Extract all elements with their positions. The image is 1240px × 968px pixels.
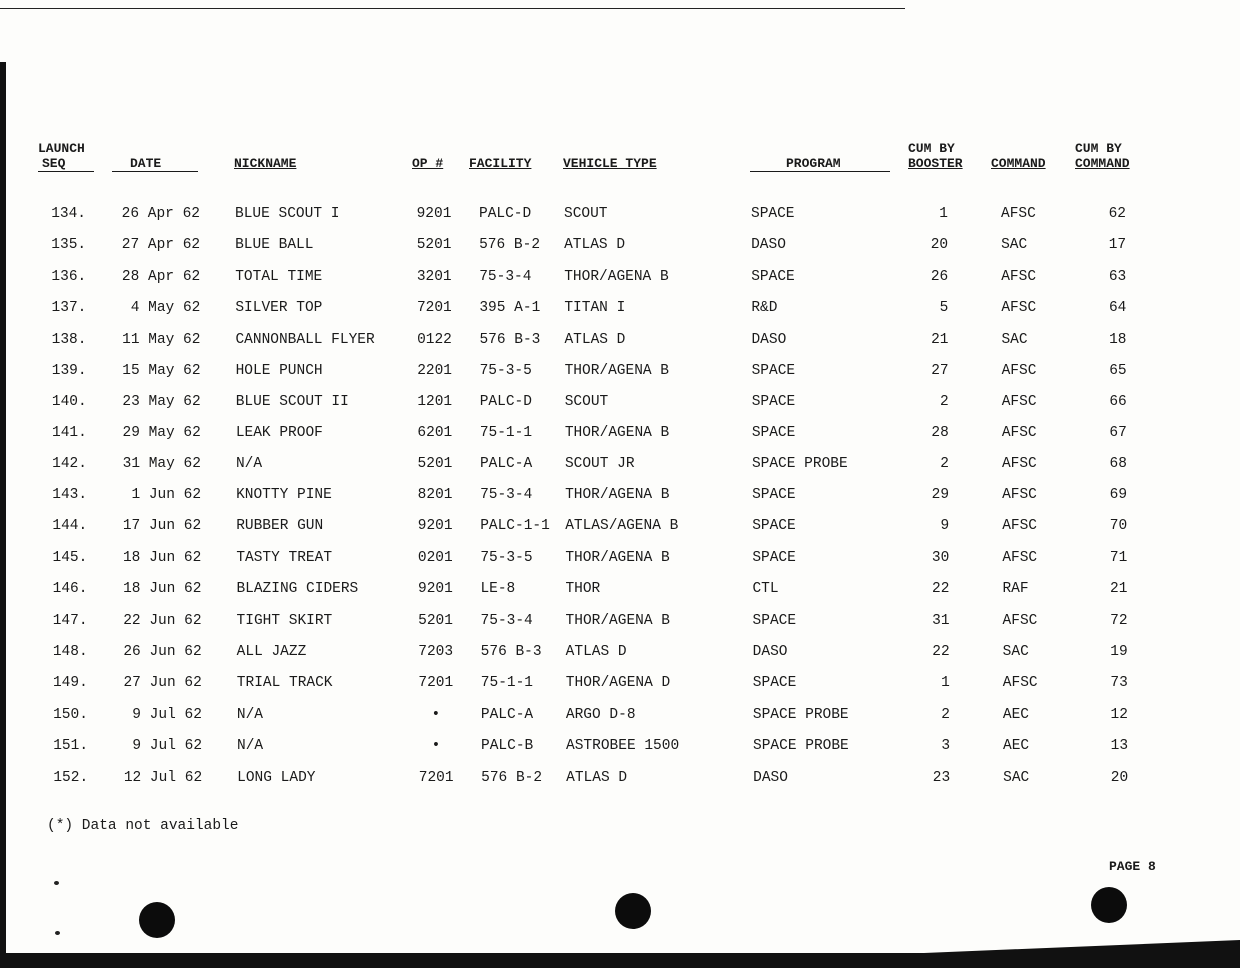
cell-nickname: KNOTTY PINE xyxy=(236,487,332,503)
cell-facility: 75-3-4 xyxy=(479,269,532,285)
cell-launch-seq: 147. xyxy=(52,613,88,629)
cell-op-number: 9201 xyxy=(417,518,453,534)
cell-facility: 75-3-5 xyxy=(479,363,532,379)
cell-launch-seq: 151. xyxy=(53,738,89,754)
cell-cum-by-booster: 1 xyxy=(939,206,948,222)
cell-vehicle-type: SCOUT xyxy=(564,394,609,410)
cell-command: AFSC xyxy=(1001,269,1037,285)
header-vehicle-type: VEHICLE TYPE xyxy=(563,156,657,171)
binder-hole xyxy=(139,902,175,938)
cell-command: SAC xyxy=(1003,770,1030,786)
cell-program: CTL xyxy=(752,581,779,597)
cell-nickname: CANNONBALL FLYER xyxy=(235,332,375,348)
cell-vehicle-type: ARGO D-8 xyxy=(565,707,636,723)
cell-vehicle-type: THOR/AGENA B xyxy=(565,487,670,503)
cell-cum-by-command: 67 xyxy=(1109,425,1127,441)
cell-program: DASO xyxy=(753,770,788,786)
cell-op-number: • xyxy=(431,738,441,754)
cell-vehicle-type: ATLAS/AGENA B xyxy=(565,518,679,534)
cell-cum-by-command: 18 xyxy=(1109,332,1127,348)
cell-cum-by-booster: 26 xyxy=(930,269,949,285)
cell-program: DASO xyxy=(751,237,786,253)
cell-date: 26 Jun 62 xyxy=(123,644,202,660)
cell-nickname: BLAZING CIDERS xyxy=(236,581,359,597)
cell-cum-by-command: 72 xyxy=(1110,613,1128,629)
header-op: OP # xyxy=(412,156,444,171)
cell-op-number: • xyxy=(431,707,441,723)
cell-facility: 576 B-3 xyxy=(480,644,542,660)
footnote: (*) Data not available xyxy=(47,818,239,834)
cell-date: 12 Jul 62 xyxy=(123,770,203,786)
cell-nickname: SILVER TOP xyxy=(235,300,323,316)
cell-cum-by-command: 65 xyxy=(1109,363,1127,379)
cell-date: 29 May 62 xyxy=(122,425,201,441)
cell-date: 17 Jun 62 xyxy=(122,518,202,534)
cell-op-number: 6201 xyxy=(417,425,453,441)
cell-nickname: BLUE SCOUT II xyxy=(235,394,349,410)
cell-nickname: LEAK PROOF xyxy=(235,425,323,441)
header-launch-seq: LAUNCH SEQ xyxy=(38,141,85,171)
cell-date: 28 Apr 62 xyxy=(121,269,201,285)
cell-date: 4 May 62 xyxy=(130,300,201,316)
cell-nickname: BLUE BALL xyxy=(235,237,314,253)
cell-launch-seq: 144. xyxy=(52,518,88,534)
cell-cum-by-booster: 31 xyxy=(932,613,950,629)
cell-cum-by-booster: 29 xyxy=(931,487,950,503)
page-left-edge xyxy=(0,62,6,968)
page-bottom-shadow xyxy=(900,940,1240,954)
cell-program: SPACE xyxy=(751,394,796,410)
cell-date: 26 Apr 62 xyxy=(121,206,200,222)
cell-nickname: RUBBER GUN xyxy=(236,518,324,534)
cell-cum-by-booster: 2 xyxy=(941,707,950,723)
cell-cum-by-booster: 21 xyxy=(931,332,949,348)
cell-cum-by-command: 68 xyxy=(1109,456,1127,472)
header-nickname: NICKNAME xyxy=(234,156,297,171)
cell-cum-by-command: 71 xyxy=(1109,550,1128,566)
cell-launch-seq: 139. xyxy=(51,363,87,379)
cell-command: AFSC xyxy=(1001,425,1037,441)
page-bottom-edge xyxy=(0,953,1240,968)
cell-cum-by-command: 13 xyxy=(1110,738,1129,754)
cell-launch-seq: 146. xyxy=(52,581,88,597)
cell-command: AFSC xyxy=(1002,518,1037,534)
cell-op-number: 7201 xyxy=(416,300,452,316)
cell-command: AEC xyxy=(1003,738,1030,754)
cell-nickname: BLUE SCOUT I xyxy=(235,206,340,222)
cell-op-number: 1201 xyxy=(417,394,453,410)
cell-command: SAC xyxy=(1001,332,1028,348)
cell-cum-by-command: 19 xyxy=(1110,644,1128,660)
cell-op-number: 7203 xyxy=(418,644,454,660)
cell-nickname: TRIAL TRACK xyxy=(236,675,333,691)
cell-date: 23 May 62 xyxy=(122,394,201,410)
cell-launch-seq: 137. xyxy=(51,300,87,316)
cell-op-number: 9201 xyxy=(418,581,453,597)
cell-command: AFSC xyxy=(1001,206,1036,222)
header-underline xyxy=(750,171,890,172)
header-cum-by-command: CUM BY COMMAND xyxy=(1075,141,1130,171)
cell-program: SPACE xyxy=(751,269,795,285)
cell-date: 1 Jun 62 xyxy=(131,487,202,503)
cell-program: SPACE xyxy=(751,363,796,379)
cell-cum-by-command: 70 xyxy=(1109,518,1128,534)
cell-nickname: N/A xyxy=(236,707,264,723)
cell-facility: 75-3-5 xyxy=(480,550,533,566)
cell-command: AFSC xyxy=(1001,456,1037,472)
cell-op-number: 9201 xyxy=(416,206,452,222)
cell-launch-seq: 135. xyxy=(51,237,87,253)
cell-cum-by-booster: 1 xyxy=(941,675,950,691)
cell-vehicle-type: ATLAS D xyxy=(566,770,628,786)
cell-launch-seq: 138. xyxy=(51,332,87,348)
cell-date: 18 Jun 62 xyxy=(123,581,202,597)
cell-command: AFSC xyxy=(1002,613,1038,629)
page-number: PAGE 8 xyxy=(1109,859,1156,874)
cell-nickname: N/A xyxy=(235,456,263,472)
cell-program: SPACE xyxy=(752,487,796,503)
cell-vehicle-type: ATLAS D xyxy=(565,644,627,660)
cell-facility: LE-8 xyxy=(480,581,516,597)
cell-cum-by-command: 63 xyxy=(1108,269,1127,285)
cell-cum-by-booster: 22 xyxy=(932,644,950,660)
cell-command: AFSC xyxy=(1002,487,1037,503)
cell-cum-by-booster: 5 xyxy=(939,300,949,316)
cell-vehicle-type: THOR/AGENA B xyxy=(564,269,669,285)
cell-date: 18 Jun 62 xyxy=(122,550,202,566)
cell-nickname: ALL JAZZ xyxy=(236,644,307,660)
cell-facility: PALC-B xyxy=(481,738,534,754)
cell-program: SPACE PROBE xyxy=(752,707,849,723)
cell-facility: 576 B-3 xyxy=(479,332,541,348)
cell-op-number: 0201 xyxy=(417,550,453,566)
cell-vehicle-type: SCOUT xyxy=(564,206,608,222)
header-cum-by-booster: CUM BY BOOSTER xyxy=(908,141,963,171)
cell-program: DASO xyxy=(752,644,788,660)
cell-op-number: 8201 xyxy=(417,487,453,503)
cell-launch-seq: 136. xyxy=(51,269,87,285)
cell-command: AFSC xyxy=(1002,550,1038,566)
cell-launch-seq: 141. xyxy=(52,425,87,441)
header-underline xyxy=(112,171,198,172)
cell-command: SAC xyxy=(1001,237,1028,253)
cell-program: SPACE xyxy=(752,518,796,534)
cell-facility: PALC-1-1 xyxy=(480,518,550,534)
cell-cum-by-booster: 3 xyxy=(941,738,951,754)
cell-cum-by-command: 62 xyxy=(1108,206,1126,222)
cell-launch-seq: 145. xyxy=(52,550,88,566)
cell-date: 27 Apr 62 xyxy=(121,237,201,253)
cell-program: R&D xyxy=(751,300,778,316)
cell-cum-by-booster: 27 xyxy=(931,363,949,379)
cell-op-number: 0122 xyxy=(417,332,452,348)
cell-cum-by-booster: 20 xyxy=(930,237,949,253)
cell-facility: 75-1-1 xyxy=(480,675,534,691)
cell-program: SPACE PROBE xyxy=(753,738,849,754)
cell-cum-by-command: 17 xyxy=(1108,237,1127,253)
cell-program: SPACE xyxy=(751,425,796,441)
cell-date: 27 Jun 62 xyxy=(123,675,202,691)
cell-date: 31 May 62 xyxy=(122,456,201,472)
cell-launch-seq: 149. xyxy=(52,675,88,691)
cell-cum-by-command: 21 xyxy=(1110,581,1128,597)
cell-program: SPACE xyxy=(752,550,796,566)
cell-nickname: N/A xyxy=(237,738,264,754)
cell-facility: PALC-A xyxy=(479,456,533,472)
cell-command: RAF xyxy=(1002,581,1029,597)
cell-vehicle-type: THOR xyxy=(565,581,601,597)
cell-vehicle-type: SCOUT JR xyxy=(564,456,635,472)
cell-date: 9 Jul 62 xyxy=(132,707,202,723)
cell-vehicle-type: ATLAS D xyxy=(564,332,626,348)
cell-cum-by-booster: 9 xyxy=(940,518,950,534)
cell-command: AFSC xyxy=(1002,675,1038,691)
cell-cum-by-command: 73 xyxy=(1110,675,1128,691)
cell-program: SPACE PROBE xyxy=(751,456,848,472)
cell-launch-seq: 143. xyxy=(52,487,88,503)
cell-cum-by-command: 66 xyxy=(1109,394,1127,410)
cell-op-number: 5201 xyxy=(418,613,453,629)
cell-launch-seq: 150. xyxy=(53,707,88,723)
cell-program: DASO xyxy=(751,332,787,348)
cell-command: AFSC xyxy=(1001,300,1037,316)
cell-nickname: TIGHT SKIRT xyxy=(236,613,333,629)
cell-nickname: TOTAL TIME xyxy=(235,269,323,285)
cell-cum-by-command: 69 xyxy=(1109,487,1128,503)
cell-nickname: LONG LADY xyxy=(237,770,316,786)
cell-launch-seq: 134. xyxy=(51,206,86,222)
cell-program: SPACE xyxy=(752,613,797,629)
cell-facility: 395 A-1 xyxy=(479,300,541,316)
cell-facility: PALC-D xyxy=(479,394,532,410)
cell-command: SAC xyxy=(1002,644,1029,660)
header-program: PROGRAM xyxy=(786,156,841,171)
cell-facility: PALC-A xyxy=(480,707,534,723)
cell-program: SPACE xyxy=(751,206,795,222)
cell-date: 22 Jun 62 xyxy=(123,613,202,629)
cell-launch-seq: 148. xyxy=(52,644,88,660)
cell-vehicle-type: ATLAS D xyxy=(564,237,626,253)
cell-op-number: 5201 xyxy=(417,456,453,472)
cell-facility: 576 B-2 xyxy=(481,770,543,786)
cell-cum-by-booster: 22 xyxy=(932,581,950,597)
header-underline xyxy=(38,171,94,172)
cell-facility: 75-3-4 xyxy=(480,487,533,503)
cell-cum-by-command: 64 xyxy=(1108,300,1127,316)
cell-command: AEC xyxy=(1002,707,1030,723)
cell-vehicle-type: THOR/AGENA B xyxy=(564,425,670,441)
cell-date: 9 Jul 62 xyxy=(132,738,203,754)
cell-nickname: TASTY TREAT xyxy=(236,550,333,566)
cell-cum-by-command: 20 xyxy=(1110,770,1129,786)
cell-command: AFSC xyxy=(1001,363,1037,379)
cell-op-number: 2201 xyxy=(417,363,452,379)
cell-cum-by-booster: 23 xyxy=(932,770,951,786)
cell-cum-by-booster: 2 xyxy=(940,456,949,472)
cell-date: 15 May 62 xyxy=(122,363,201,379)
cell-facility: 75-1-1 xyxy=(479,425,533,441)
binder-hole xyxy=(615,893,651,929)
header-facility: FACILITY xyxy=(469,156,532,171)
cell-facility: PALC-D xyxy=(479,206,532,222)
header-date: DATE xyxy=(130,156,162,171)
cell-cum-by-booster: 2 xyxy=(940,394,949,410)
cell-vehicle-type: TITAN I xyxy=(564,300,626,316)
cell-vehicle-type: THOR/AGENA B xyxy=(564,363,670,379)
cell-vehicle-type: THOR/AGENA B xyxy=(565,613,670,629)
cell-date: 11 May 62 xyxy=(122,332,201,348)
cell-vehicle-type: THOR/AGENA B xyxy=(565,550,670,566)
cell-launch-seq: 140. xyxy=(51,394,87,410)
cell-facility: 576 B-2 xyxy=(479,237,541,253)
cell-facility: 75-3-4 xyxy=(480,613,533,629)
cell-launch-seq: 142. xyxy=(52,456,87,472)
cell-cum-by-command: 12 xyxy=(1110,707,1128,723)
cell-launch-seq: 152. xyxy=(53,770,89,786)
cell-op-number: 7201 xyxy=(418,770,454,786)
cell-op-number: 7201 xyxy=(418,675,454,691)
cell-command: AFSC xyxy=(1001,394,1037,410)
page-top-edge xyxy=(0,8,905,9)
scan-speck xyxy=(54,881,59,885)
header-command: COMMAND xyxy=(991,156,1046,171)
cell-op-number: 3201 xyxy=(416,269,452,285)
cell-program: SPACE xyxy=(752,675,797,691)
cell-vehicle-type: THOR/AGENA D xyxy=(565,675,671,691)
cell-cum-by-booster: 30 xyxy=(931,550,950,566)
cell-nickname: HOLE PUNCH xyxy=(235,363,323,379)
scan-speck xyxy=(55,931,60,935)
cell-cum-by-booster: 28 xyxy=(931,425,949,441)
cell-vehicle-type: ASTROBEE 1500 xyxy=(566,738,680,754)
binder-hole xyxy=(1091,887,1127,923)
cell-op-number: 5201 xyxy=(416,237,452,253)
